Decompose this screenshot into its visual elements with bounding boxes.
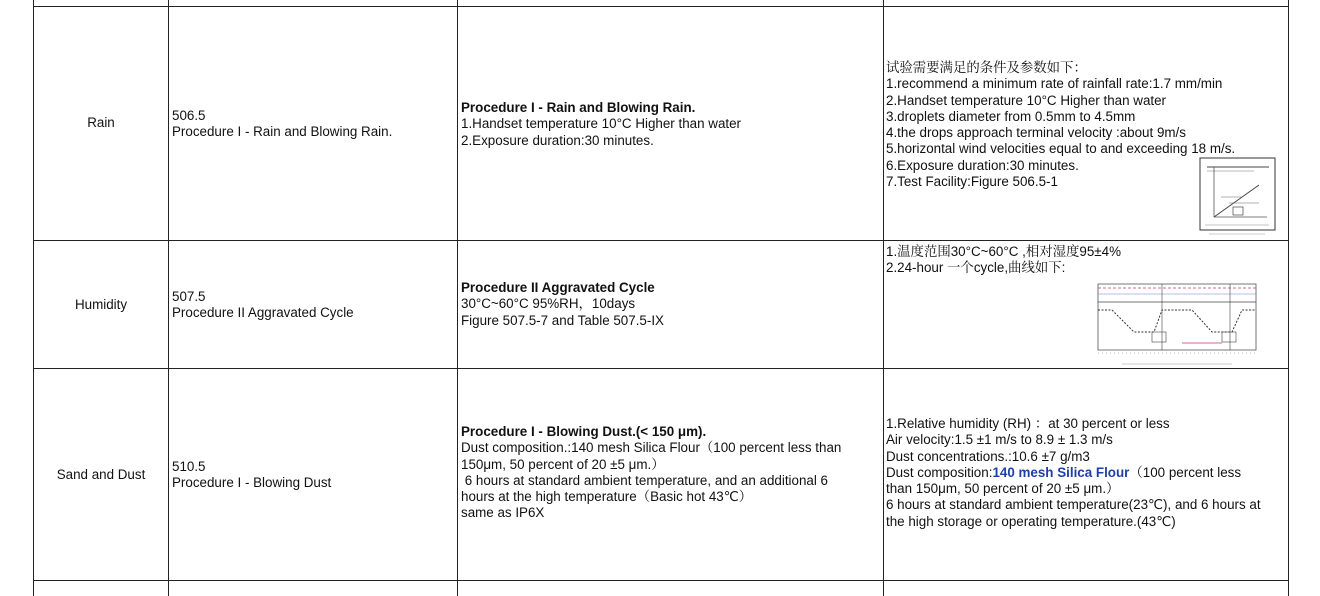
requirement-heading: Procedure I - Rain and Blowing Rain. bbox=[461, 100, 696, 115]
condition-suffix: （100 percent less bbox=[1129, 464, 1242, 480]
grid-line bbox=[1288, 0, 1289, 596]
condition-line: 试验需要满足的条件及参数如下： bbox=[886, 60, 1087, 75]
condition-line: the high storage or operating temperature.(43℃) bbox=[886, 513, 1176, 529]
conditions-cell bbox=[886, 60, 1235, 190]
requirement-line: 150μm, 50 percent of 20 ±5 μm.） bbox=[461, 456, 665, 472]
requirement-cell bbox=[461, 280, 664, 329]
condition-line: 2.24-hour 一个cycle,曲线如下: bbox=[886, 260, 1066, 276]
method-cell bbox=[172, 108, 392, 141]
condition-line: Air velocity:1.5 ±1 m/s to 8.9 ± 1.3 m/s bbox=[886, 432, 1113, 448]
category-cell: Rain bbox=[87, 115, 115, 130]
requirement-line: 30°C~60°C 95%RH，10days bbox=[461, 296, 636, 312]
method-cell bbox=[172, 459, 331, 492]
conditions-cell bbox=[886, 416, 1261, 530]
requirement-cell bbox=[461, 100, 741, 149]
humidity-cycle-chart-figure-icon bbox=[1082, 280, 1270, 368]
grid-line bbox=[168, 0, 169, 596]
condition-line: 1.recommend a minimum rate of rainfall rate:1.7 mm/min bbox=[886, 76, 1223, 92]
requirement-cell bbox=[461, 424, 841, 522]
condition-line: 6.Exposure duration:30 minutes. bbox=[886, 157, 1079, 173]
requirement-heading: Procedure II Aggravated Cycle bbox=[461, 280, 655, 295]
grid-line bbox=[883, 0, 884, 596]
requirement-line: 1.Handset temperature 10°C Higher than water bbox=[461, 116, 742, 132]
condition-line: 6 hours at standard ambient temperature(23℃), and 6 hours at bbox=[886, 497, 1261, 513]
grid-line bbox=[33, 6, 1289, 7]
condition-line: than 150μm, 50 percent of 20 ±5 μm.） bbox=[886, 481, 1120, 497]
requirement-line: Figure 507.5-7 and Table 507.5-IX bbox=[461, 312, 664, 328]
grid-line bbox=[33, 240, 1289, 241]
condition-line: 4.the drops approach terminal velocity :about 9m/s bbox=[886, 125, 1186, 141]
category-cell: Sand and Dust bbox=[56, 467, 146, 482]
method-procedure: Procedure I - Rain and Blowing Rain. bbox=[172, 124, 393, 140]
requirement-heading: Procedure I - Blowing Dust.(< 150 μm). bbox=[461, 424, 707, 439]
grid-line bbox=[457, 0, 458, 596]
condition-line: 1.Relative humidity (RH) ：at 30 percent or less bbox=[886, 416, 1170, 431]
requirement-line: 2.Exposure duration:30 minutes. bbox=[461, 132, 654, 148]
condition-line: Dust concentrations.:10.6 ±7 g/m3 bbox=[886, 448, 1090, 464]
requirement-line: hours at the high temperature（Basic hot 43℃） bbox=[461, 489, 753, 505]
condition-line: 1.温度范围30°C~60°C ,相对湿度95±4% bbox=[886, 244, 1121, 259]
method-cell bbox=[172, 289, 354, 322]
condition-line: 7.Test Facility:Figure 506.5-1 bbox=[886, 174, 1058, 190]
method-procedure: Procedure I - Blowing Dust bbox=[172, 475, 332, 491]
method-number: 507.5 bbox=[172, 289, 206, 304]
grid-line bbox=[33, 580, 1289, 581]
condition-line bbox=[886, 465, 1261, 481]
grid-line bbox=[33, 368, 1289, 369]
conditions-cell bbox=[886, 244, 1121, 277]
method-number: 506.5 bbox=[172, 108, 206, 123]
method-number: 510.5 bbox=[172, 459, 206, 474]
requirement-line: 6 hours at standard ambient temperature, and an additional 6 bbox=[461, 472, 828, 488]
condition-line: 5.horizontal wind velocities equal to and exceeding 18 m/s. bbox=[886, 141, 1236, 157]
rain-test-facility-figure-icon bbox=[1199, 157, 1276, 237]
condition-prefix: Dust composition: bbox=[886, 464, 993, 480]
condition-line: 2.Handset temperature 10°C Higher than water bbox=[886, 92, 1167, 108]
requirement-line: Dust composition.:140 mesh Silica Flour（100 percent less than bbox=[461, 440, 842, 456]
requirement-line: same as IP6X bbox=[461, 505, 545, 521]
method-procedure: Procedure II Aggravated Cycle bbox=[172, 305, 354, 321]
silica-flour-highlight: 140 mesh Silica Flour bbox=[992, 464, 1130, 480]
category-cell: Humidity bbox=[74, 297, 128, 312]
condition-line: 3.droplets diameter from 0.5mm to 4.5mm bbox=[886, 108, 1136, 124]
